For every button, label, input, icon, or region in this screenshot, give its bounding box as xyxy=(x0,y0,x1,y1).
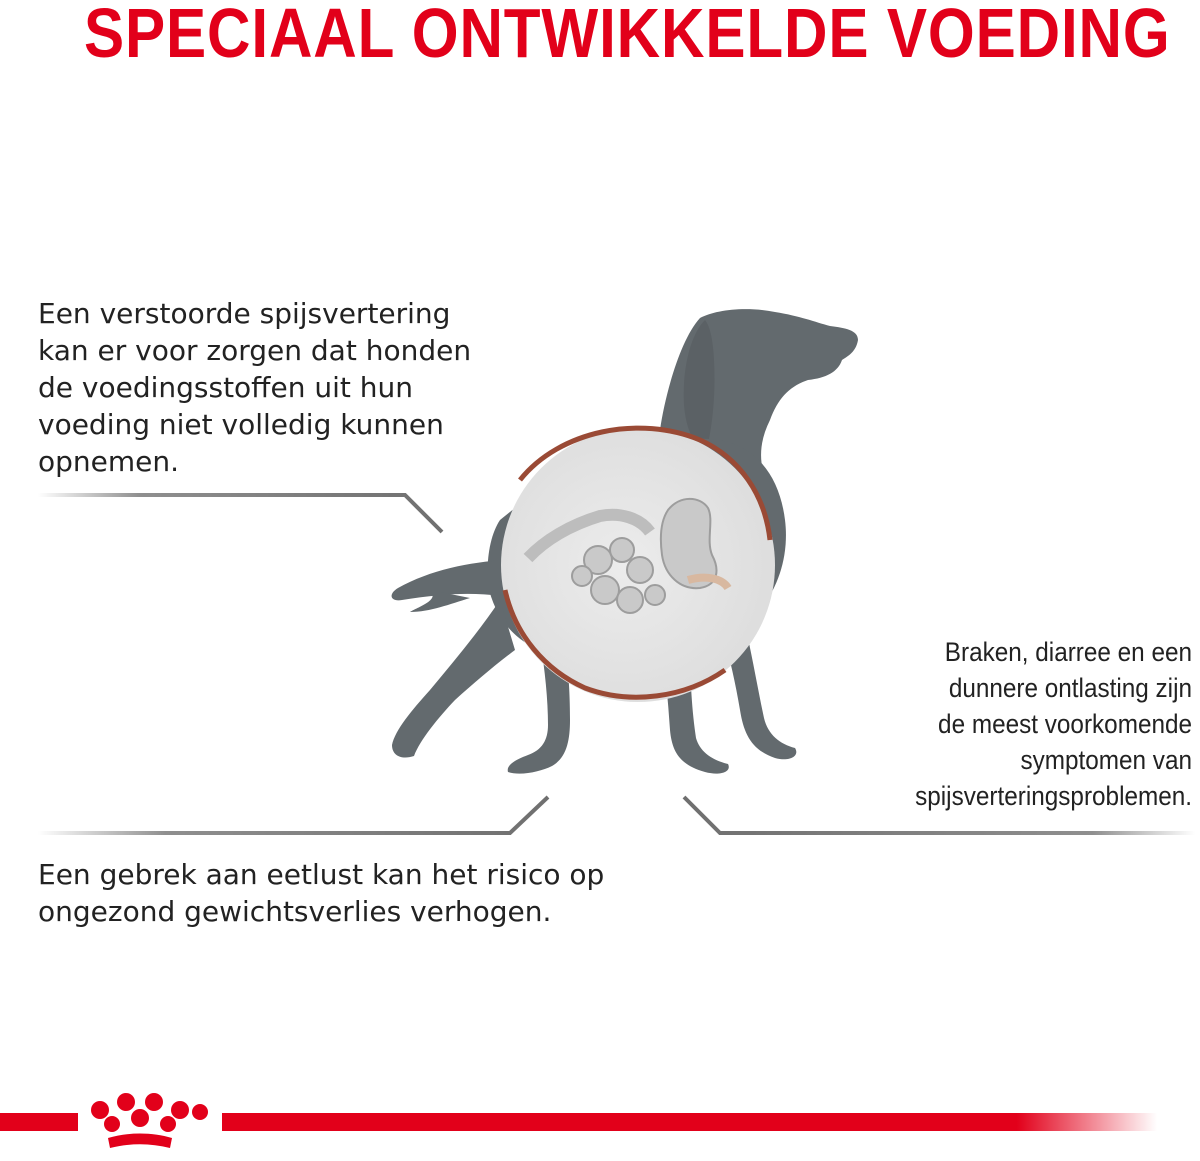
callout-symptoms-line: spijsverteringsproblemen. xyxy=(915,781,1192,811)
brand-bar-right xyxy=(222,1113,1157,1131)
page-title: SPECIAAL ONTWIKKELDE VOEDING xyxy=(84,0,1171,72)
callout-digestion: Een verstoorde spijsvertering kan er voor zorgen dat honden de voedingsstoffen uit hun voeding niet volledig kunnen opnemen. xyxy=(38,297,472,478)
connector-line-bottom-left xyxy=(38,797,548,833)
brand-bar-left xyxy=(0,1113,78,1131)
callout-symptoms-line: de meest voorkomende xyxy=(938,709,1192,739)
connector-line-top-left xyxy=(38,495,442,532)
crown-logo xyxy=(91,1093,208,1148)
callout-symptoms-line: Braken, diarree en een xyxy=(944,637,1192,667)
callout-symptoms-line: dunnere ontlasting zijn xyxy=(948,673,1192,703)
callout-symptoms-line: symptomen van xyxy=(1020,745,1192,775)
callout-appetite: Een gebrek aan eetlust kan het risico op ongezond gewichtsverlies verhogen. xyxy=(38,858,605,928)
connector-line-right xyxy=(684,797,1195,833)
